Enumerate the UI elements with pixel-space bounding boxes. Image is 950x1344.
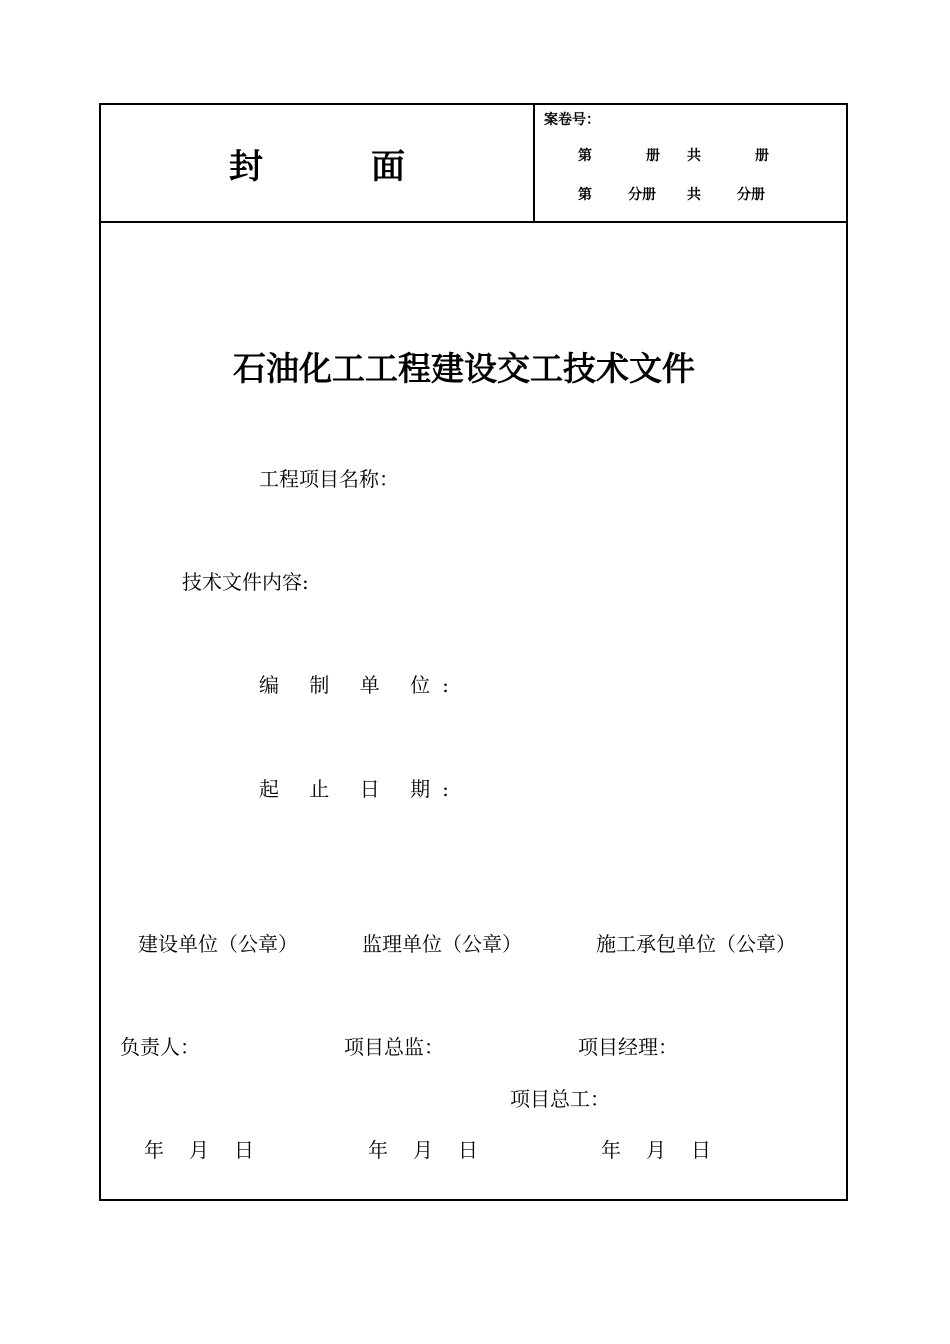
- archive-number-label: 案卷号：: [544, 112, 600, 128]
- contractor-date-month: 月: [646, 1138, 666, 1162]
- supervisor-date-month: 月: [413, 1138, 433, 1162]
- header-divider: [533, 105, 535, 221]
- supervisor-date-year: 年: [368, 1138, 388, 1162]
- project-name-label: 工程项目名称：: [259, 467, 399, 491]
- header-row: [101, 105, 846, 223]
- owner-date-year: 年: [144, 1138, 164, 1162]
- subvolume-total-unit-label: 分册: [737, 187, 765, 203]
- owner-date-day: 日: [234, 1138, 254, 1162]
- cover-title-char-1: 封: [229, 147, 263, 187]
- subvolume-total-label: 共: [687, 187, 701, 203]
- start-end-date-label: 起 止 日 期:: [259, 777, 461, 801]
- volume-total-label: 共: [687, 148, 701, 164]
- supervisor-seal-label: 监理单位（公章）: [362, 932, 522, 956]
- cover-frame: [99, 103, 848, 1201]
- volume-unit-label: 册: [646, 148, 660, 164]
- volume-no-label: 第: [578, 148, 592, 164]
- compiler-unit-label: 编 制 单 位:: [259, 673, 461, 697]
- project-manager-label: 项目经理：: [578, 1035, 678, 1059]
- document-title: 石油化工工程建设交工技术文件: [233, 349, 695, 388]
- chief-engineer-label: 项目总工：: [510, 1087, 610, 1111]
- contractor-date-year: 年: [601, 1138, 621, 1162]
- document-content-label: 技术文件内容:: [182, 570, 309, 594]
- volume-total-unit-label: 册: [755, 148, 769, 164]
- contractor-date-day: 日: [691, 1138, 711, 1162]
- subvolume-unit-label: 分册: [628, 187, 656, 203]
- owner-date-month: 月: [189, 1138, 209, 1162]
- owner-seal-label: 建设单位（公章）: [138, 932, 298, 956]
- subvolume-no-label: 第: [578, 187, 592, 203]
- owner-person-label: 负责人：: [120, 1035, 200, 1059]
- supervisor-date-day: 日: [458, 1138, 478, 1162]
- chief-supervisor-label: 项目总监：: [344, 1035, 444, 1059]
- cover-title-char-2: 面: [371, 147, 405, 187]
- contractor-seal-label: 施工承包单位（公章）: [596, 932, 796, 956]
